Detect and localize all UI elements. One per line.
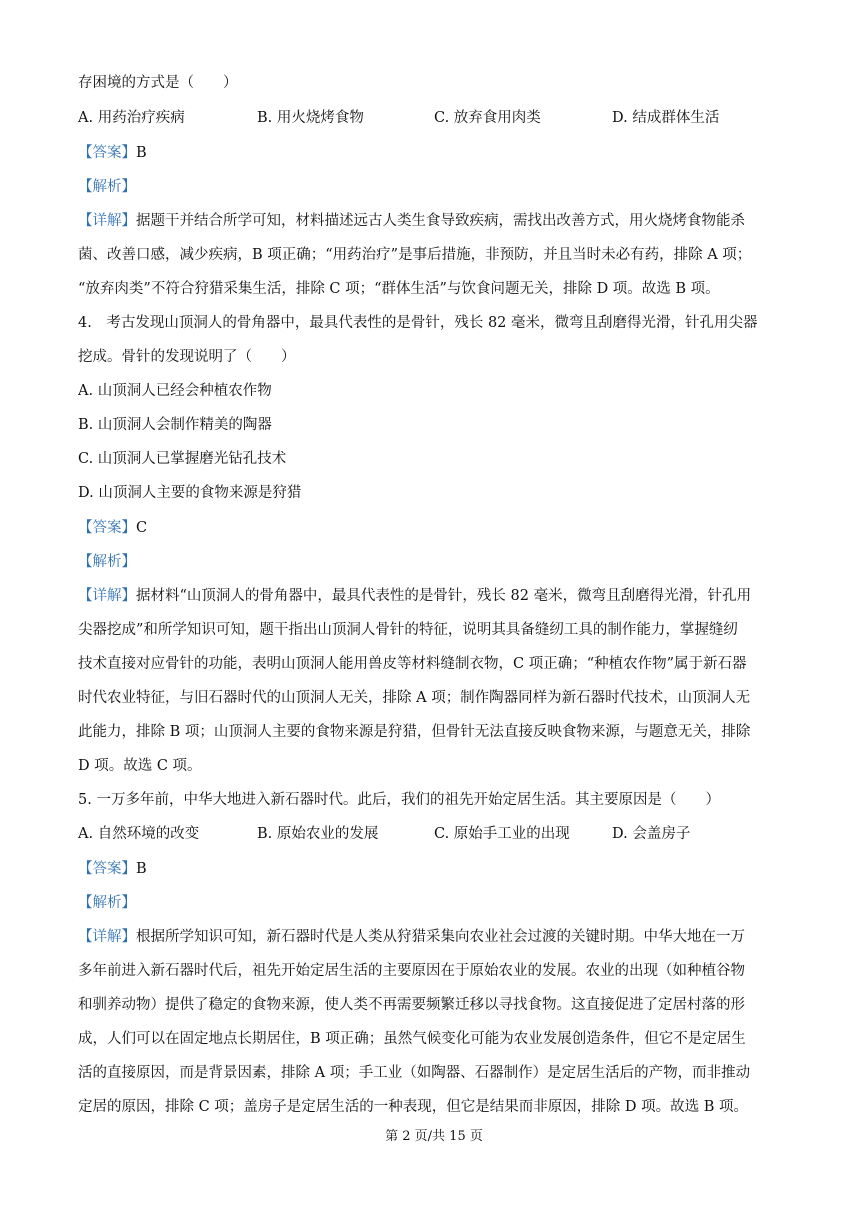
q4-detail-line-3: 技术直接对应骨针的功能，表明山顶洞人能用兽皮等材料缝制衣物，C 项正确；“种植农作物”属于新石器 [78,656,747,672]
q4-option-b: B. 山顶洞人会制作精美的陶器 [78,417,272,433]
q4-detail-line-5: 此能力，排除 B 项；山顶洞人主要的食物来源是狩猎，但骨针无法直接反映食物来源，与题意无关，排除 [78,724,751,740]
q4-detail-line-6: D 项。故选 C 项。 [78,758,202,774]
q3-detail-line-2: 菌、改善口感，减少疾病，B 项正确；“用药治疗”是事后措施，非预防，并且当时未必有药，排除 A 项； [78,247,752,263]
q5-detail-line-4: 成，人们可以在固定地点长期居住，B 项正确；虽然气候变化可能为农业发展创造条件，但它不是定居生 [78,1031,746,1047]
q5-option-b: B. 原始农业的发展 [257,826,379,842]
q5-analysis [78,893,136,913]
q4-answer [78,518,147,538]
answer-value: B [136,145,147,161]
answer-tag: 【答案】 [78,861,136,877]
q3-detail-line-1 [78,211,745,231]
q4-option-c: C. 山顶洞人已掌握磨光钻孔技术 [78,451,287,467]
q4-option-a: A. 山顶洞人已经会种植农作物 [78,383,272,399]
q4-option-d: D. 山顶洞人主要的食物来源是狩猎 [78,485,302,501]
q3-option-a: A. 用药治疗疾病 [78,110,185,126]
analysis-tag: 【解析】 [78,179,136,195]
analysis-tag: 【解析】 [78,895,136,911]
q5-detail-line-1 [78,927,745,947]
q5-answer [78,859,147,879]
answer-tag: 【答案】 [78,520,136,536]
answer-value: C [136,520,148,536]
detail-text: 据题干并结合所学可知，材料描述远古人类生食导致疾病，需找出改善方式，用火烧烤食物能杀 [136,213,745,229]
answer-tag: 【答案】 [78,145,136,161]
page-footer: 第 2 页/共 15 页 [385,1129,483,1144]
detail-text: 据材料“山顶洞人的骨角器中，最具代表性的是骨针，残长 82 毫米，微弯且刮磨得光滑，针孔用 [136,588,752,604]
q4-stem-line-1: 4. 考古发现山顶洞人的骨角器中，最具代表性的是骨针，残长 82 毫米，微弯且刮磨得光滑，针孔用尖器 [78,315,758,331]
q4-stem-line-2: 挖成。骨针的发现说明了（ ） [78,349,296,365]
q5-detail-line-5: 活的直接原因，而是背景因素，排除 A 项；手工业（如陶器、石器制作）是定居生活后的产物，而非推动 [78,1065,751,1081]
q4-detail-line-2: 尖器挖成”和所学知识可知，题干指出山顶洞人骨针的特征，说明其具备缝纫工具的制作能力，掌握缝纫 [78,622,738,638]
q3-analysis [78,177,136,197]
analysis-tag: 【解析】 [78,554,136,570]
q5-detail-line-3: 和驯养动物）提供了稳定的食物来源，使人类不再需要频繁迁移以寻找食物。这直接促进了定居村落的形 [78,997,745,1013]
q5-detail-line-6: 定居的原因，排除 C 项；盖房子是定居生活的一种表现，但它是结果而非原因，排除 D 项。故选 B 项。 [78,1099,749,1115]
q5-detail-line-2: 多年前进入新石器时代后，祖先开始定居生活的主要原因在于原始农业的发展。农业的出现（如种植谷物 [78,963,745,979]
q3-answer [78,143,147,163]
detail-tag: 【详解】 [78,213,136,229]
q3-stem-tail: 存困境的方式是（ ） [78,75,238,91]
detail-tag: 【详解】 [78,929,136,945]
q3-option-d: D. 结成群体生活 [612,110,720,126]
detail-text: 根据所学知识可知，新石器时代是人类从狩猎采集向农业社会过渡的关键时期。中华大地在一万 [136,929,745,945]
q4-analysis [78,552,136,572]
detail-tag: 【详解】 [78,588,136,604]
q4-detail-line-4: 时代农业特征，与旧石器时代的山顶洞人无关，排除 A 项；制作陶器同样为新石器时代技术，山顶洞人无 [78,690,751,706]
answer-value: B [136,861,147,877]
q3-detail-line-3: “放弃肉类”不符合狩猎采集生活，排除 C 项；“群体生活”与饮食问题无关，排除 D 项。故选 B 项。 [78,281,720,297]
q5-option-c: C. 原始手工业的出现 [434,826,570,842]
q5-stem: 5. 一万多年前，中华大地进入新石器时代。此后，我们的祖先开始定居生活。其主要原因是（ ） [78,792,720,808]
q3-option-b: B. 用火烧烤食物 [257,110,364,126]
q4-detail-line-1 [78,586,751,606]
q5-option-d: D. 会盖房子 [612,826,691,842]
q3-option-c: C. 放弃食用肉类 [434,110,541,126]
q5-option-a: A. 自然环境的改变 [78,826,200,842]
